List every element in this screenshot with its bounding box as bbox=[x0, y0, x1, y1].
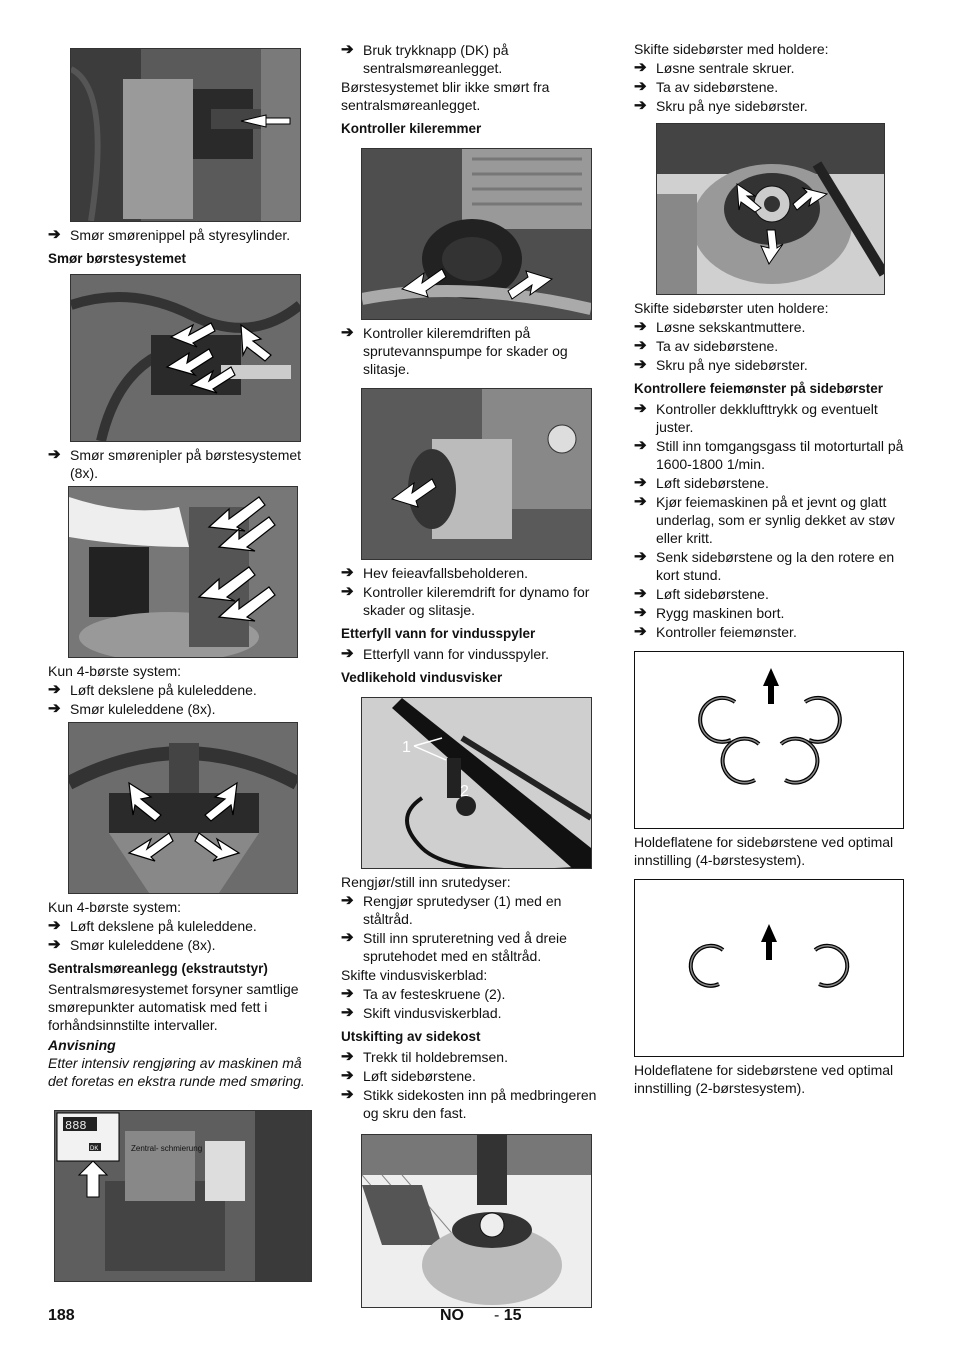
pattern-2-brush-diagram bbox=[635, 880, 903, 1056]
note-heading: Anvisning bbox=[48, 1037, 116, 1053]
step-lubricate-joints-2: ➔ Smør kuleleddene (8x). bbox=[48, 936, 216, 953]
side-brush-holder-image bbox=[657, 124, 884, 294]
wiper-image bbox=[362, 698, 591, 868]
brush-not-lubricated-text: Børstesystemet blir ikke smørt fra sentralsmøreanlegget. bbox=[341, 79, 550, 113]
photo-steering-cylinder bbox=[70, 48, 301, 222]
step-mount-side-brush: ➔ Stikk sidekosten inn på medbringeren og skru den fast. bbox=[341, 1086, 597, 1121]
pattern-4-brush-diagram bbox=[635, 652, 903, 828]
step-lift-covers-1: ➔ Løft dekslene på kuleleddene. bbox=[48, 681, 257, 698]
section-page-number: 15 bbox=[503, 1307, 522, 1324]
step-remove-screws: ➔ Ta av festeskruene (2). bbox=[341, 985, 506, 1002]
clean-nozzles-heading: Rengjør/still inn srutedyser: bbox=[341, 874, 511, 890]
heading-brush-system: Smør børstesystemet bbox=[48, 251, 187, 266]
figure-pattern-4-brush bbox=[634, 651, 904, 829]
step-check-dynamo-belt: ➔ Kontroller kileremdrift for dynamo for skader og slitasje. bbox=[341, 583, 590, 618]
step-lift-covers-2: ➔ Løft dekslene på kuleleddene. bbox=[48, 917, 257, 934]
with-holders-heading: Skifte sidebørster med holdere: bbox=[634, 41, 829, 57]
step-check-pump-belt: ➔ Kontroller kileremdriften på sprutevannspumpe for skader og slitasje. bbox=[341, 324, 568, 377]
step-lift-brushes-a: ➔ Løft sidebørstene. bbox=[634, 474, 769, 491]
note-text: Etter intensiv rengjøring av maskinen må det foretas en ekstra runde med smøring. bbox=[48, 1055, 305, 1089]
steering-cylinder-image bbox=[71, 49, 300, 221]
step-clean-nozzles: ➔ Rengjør sprutedyser (1) med en ståltråd. bbox=[341, 892, 562, 927]
change-blade-heading: Skifte vindusviskerblad: bbox=[341, 967, 488, 983]
dynamo-belt-image bbox=[362, 389, 591, 559]
step-screw-new-brushes-1: ➔ Skru på nye sidebørster. bbox=[634, 97, 808, 114]
callout-2: 2 bbox=[460, 783, 469, 800]
step-reverse-machine: ➔ Rygg maskinen bort. bbox=[634, 604, 785, 621]
without-holders-heading: Skifte sidebørster uten holdere: bbox=[634, 300, 829, 316]
step-lubricate-joints-1: ➔ Smør kuleleddene (8x). bbox=[48, 700, 216, 717]
heading-central-lubrication: Sentralsmøreanlegg (ekstrautstyr) bbox=[48, 961, 268, 976]
language-code: NO bbox=[440, 1307, 464, 1324]
photo-pump-belt bbox=[361, 148, 592, 320]
photo-central-lubrication bbox=[54, 1110, 312, 1282]
heading-check-v-belts: Kontroller kileremmer bbox=[341, 121, 482, 136]
step-press-dk: ➔ Bruk trykknapp (DK) på sentralsmøreanlegget. bbox=[341, 41, 509, 76]
tank-label: Zentral- schmierung bbox=[131, 1144, 203, 1153]
column-2 bbox=[341, 40, 613, 1308]
central-lubrication-image bbox=[55, 1111, 311, 1281]
note-4-brush-1: Kun 4-børste system: bbox=[48, 663, 182, 679]
step-change-blade: ➔ Skift vindusviskerblad. bbox=[341, 1004, 502, 1021]
photo-ball-joints-1 bbox=[68, 486, 298, 658]
caption-4-brush: Holdeflatene for sidebørstene ved optimal innstilling (4-børstesystem). bbox=[634, 834, 894, 868]
step-loosen-hex-nuts: ➔ Løsne sekskantmuttere. bbox=[634, 318, 806, 335]
column-1 bbox=[48, 40, 316, 1282]
step-loosen-central-screws: ➔ Løsne sentrale skruer. bbox=[634, 59, 795, 76]
step-lubricate-steering: ➔ Smør smørenippel på styresylinder. bbox=[48, 226, 291, 243]
step-check-tyre-pressure: ➔ Kontroller dekklufttrykk og eventuelt juster. bbox=[634, 400, 878, 435]
step-lubricate-brush: ➔ Smør smørenipler på børstesystemet (8x). bbox=[48, 446, 302, 481]
step-set-idle-speed: ➔ Still inn tomgangsgass til motorturtall på 1600-1800 1/min. bbox=[634, 437, 904, 472]
caption-2-brush: Holdeflatene for sidebørstene ved optimal innstilling (2-børstesystem). bbox=[634, 1062, 894, 1096]
heading-sweep-pattern: Kontrollere feiemønster på sidebørster bbox=[634, 381, 884, 396]
figure-pattern-2-brush bbox=[634, 879, 904, 1057]
step-remove-side-brushes-2: ➔ Ta av sidebørstene. bbox=[634, 337, 779, 354]
step-screw-new-brushes-2: ➔ Skru på nye sidebørster. bbox=[634, 356, 808, 373]
section-dash: - bbox=[494, 1307, 500, 1324]
photo-side-brush-holder bbox=[656, 123, 885, 295]
step-lift-brushes-b: ➔ Løft sidebørstene. bbox=[634, 585, 769, 602]
heading-wiper-maintenance: Vedlikehold vindusvisker bbox=[341, 670, 503, 685]
panel-digits: 888 bbox=[65, 1119, 87, 1133]
column-3 bbox=[634, 40, 908, 1097]
side-brush-mount-image bbox=[362, 1135, 591, 1307]
photo-ball-joints-2 bbox=[68, 722, 298, 894]
pump-belt-image bbox=[362, 149, 591, 319]
heading-side-brush-replace: Utskifting av sidekost bbox=[341, 1029, 481, 1044]
step-parking-brake: ➔ Trekk til holdebremsen. bbox=[341, 1048, 508, 1065]
step-lift-side-brushes: ➔ Løft sidebørstene. bbox=[341, 1067, 476, 1084]
ball-joints-image-1 bbox=[69, 487, 297, 657]
step-check-pattern: ➔ Kontroller feiemønster. bbox=[634, 623, 797, 640]
step-adjust-nozzles: ➔ Still inn spruteretning ved å dreie sprutehodet med en ståltråd. bbox=[341, 929, 567, 964]
brush-system-image bbox=[71, 275, 300, 441]
ball-joints-image-2 bbox=[69, 723, 297, 893]
photo-dynamo-belt bbox=[361, 388, 592, 560]
central-lubrication-text: Sentralsmøresystemet forsyner samtlige smørepunkter automatisk med fett i forhåndsinnstilte intervaller. bbox=[48, 981, 299, 1033]
page-number: 188 bbox=[48, 1307, 75, 1324]
note-4-brush-2: Kun 4-børste system: bbox=[48, 899, 182, 915]
step-refill-washer: ➔ Etterfyll vann for vindusspyler. bbox=[341, 645, 549, 662]
step-lower-brushes: ➔ Senk sidebørstene og la den rotere en kort stund. bbox=[634, 548, 895, 583]
photo-side-brush-mount bbox=[361, 1134, 592, 1308]
photo-wiper bbox=[361, 697, 592, 869]
step-raise-hopper: ➔ Hev feieavfallsbeholderen. bbox=[341, 564, 528, 581]
section-page bbox=[494, 1307, 522, 1325]
photo-brush-system bbox=[70, 274, 301, 442]
step-drive-on-surface: ➔ Kjør feiemaskinen på et jevnt og glatt underlag, som er synlig dekket av støv eller kritt. bbox=[634, 493, 895, 546]
step-remove-side-brushes-1: ➔ Ta av sidebørstene. bbox=[634, 78, 779, 95]
callout-1: 1 bbox=[402, 739, 411, 756]
heading-washer-water: Etterfyll vann for vindusspyler bbox=[341, 626, 536, 641]
panel-key-label: DK bbox=[90, 1146, 99, 1152]
